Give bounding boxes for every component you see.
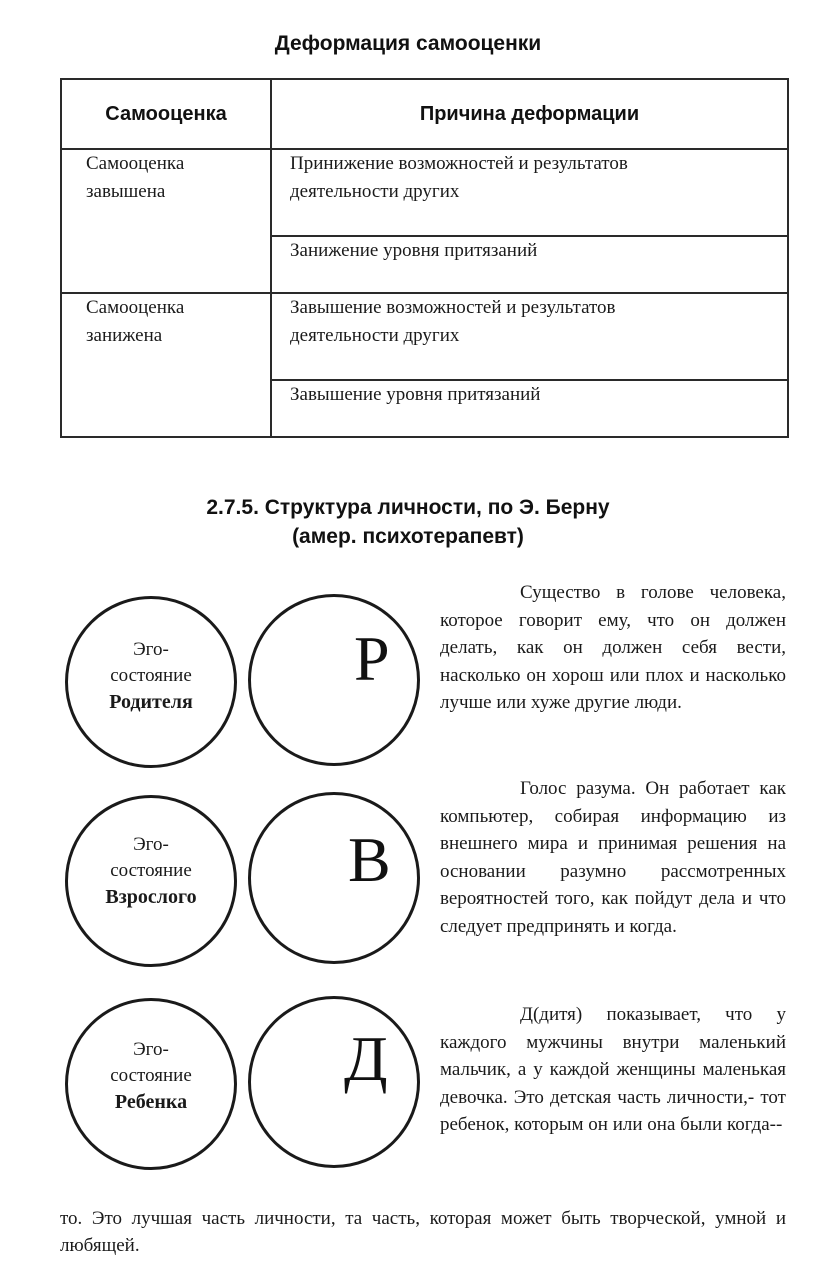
deformation-table (60, 78, 789, 438)
ego-state-name: Ребенка (114, 1091, 188, 1113)
ego-prefix: Эго- (133, 639, 169, 660)
ego-prefix: Эго- (133, 1039, 169, 1060)
letter-circle-parent (248, 594, 420, 766)
letter-v: В (348, 824, 391, 895)
header-cause: Причина деформации (271, 79, 788, 149)
table-title: Деформация самооценки (274, 32, 542, 55)
section-title-line1: 2.7.5. Структура личности, по Э. Берну (206, 496, 610, 519)
ego-state-name: Родителя (109, 691, 193, 713)
letter-circle-child (248, 996, 420, 1168)
cause-cell: Завышение возможностей и результатов деятельности других (271, 293, 788, 380)
ego-state-circle-adult (65, 795, 237, 967)
letter-p: Р (354, 623, 390, 694)
ego-state-circle-child (65, 998, 237, 1170)
ego-state-name: Взрослого (105, 886, 197, 908)
letter-circle-adult (248, 792, 420, 964)
table-row (61, 293, 788, 380)
letter-d: Д (344, 1023, 388, 1094)
child-description-continued: то. Это лучшая часть личности, та часть, которая может быть творческой, умной и любящей. (60, 1208, 786, 1256)
ego-state-circle-parent (65, 596, 237, 768)
table-row (61, 149, 788, 236)
ego-prefix: состояние (110, 1065, 192, 1086)
table-header-row (61, 79, 788, 149)
parent-description: Существо в голове человека, которое говорит ему, что он должен делать, как он должен себя вести, насколько он хорош или плох и насколько лучше или хуже другие люди. (440, 582, 786, 713)
self-esteem-cell: Самооценка занижена (61, 293, 271, 437)
ego-prefix: Эго- (133, 834, 169, 855)
header-self-esteem: Самооценка (61, 79, 271, 149)
self-esteem-cell: Самооценка завышена (61, 149, 271, 293)
ego-prefix: состояние (110, 860, 192, 881)
section-subtitle: (амер. психотерапевт) (292, 525, 524, 548)
section-title (0, 493, 816, 551)
cause-cell: Принижение возможностей и результатов деятельности других (271, 149, 788, 236)
cause-cell: Завышение уровня притязаний (271, 380, 788, 437)
child-description: Д(дитя) показывает, что у каждого мужчины внутри маленький мальчик, а у каждой женщины маленькая девочка. Это детская часть личности,- тот ребенок, которым он или она были когда-- (440, 1004, 786, 1135)
ego-prefix: состояние (110, 665, 192, 686)
cause-cell: Занижение уровня притязаний (271, 236, 788, 293)
adult-description: Голос разума. Он работает как компьютер, собирая информацию из внешнего мира и принимая решения на основании разумно рассмотренных вероятностей того, как пойдут дела и что следует предпринять и когда. (440, 778, 786, 937)
